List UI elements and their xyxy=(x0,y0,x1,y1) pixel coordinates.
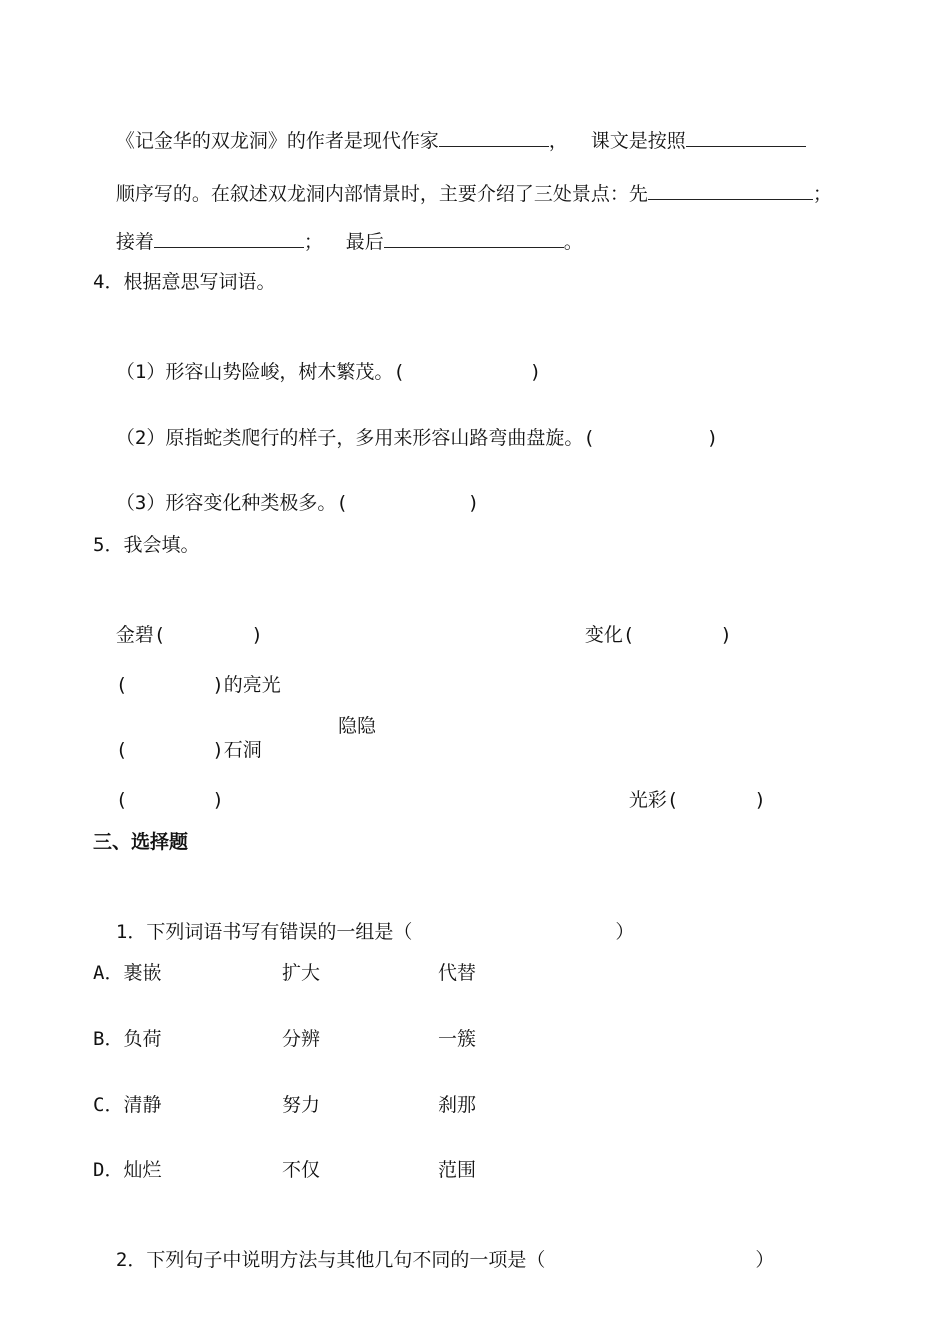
paren-close: ） xyxy=(615,921,635,943)
fill-line-3 xyxy=(93,205,583,254)
blank-author[interactable] xyxy=(439,128,549,147)
option-d-word-3: 范围 xyxy=(438,1159,477,1181)
fill-text: 。 xyxy=(563,231,583,253)
q5-text: )的亮光 xyxy=(212,674,281,696)
q5-text: 变化( xyxy=(584,624,635,646)
q5-item-bianhua xyxy=(562,599,732,647)
option-a[interactable]: A．裹嵌 xyxy=(93,962,162,984)
fill-text: ； xyxy=(812,183,832,205)
q5-item-yinyin: 隐隐 xyxy=(338,715,377,737)
fill-line-2 xyxy=(93,157,832,206)
q4-item-3 xyxy=(93,467,479,515)
q5-item-liangguang xyxy=(93,649,281,697)
section-3-title: 三、选择题 xyxy=(93,831,189,853)
option-b[interactable]: B．负荷 xyxy=(93,1028,162,1050)
q4-item-text: （1）形容山势险峻，树木繁茂。( xyxy=(115,361,405,383)
fill-text: 《记金华的双龙洞》的作者是现代作家 xyxy=(115,130,439,152)
fill-text: ； 最后 xyxy=(303,231,384,253)
q5-text: 光彩( xyxy=(628,789,679,811)
q5-item-jinbi xyxy=(93,599,263,647)
q4-item-text: （3）形容变化种类极多。( xyxy=(115,492,348,514)
option-c-word-2: 努力 xyxy=(282,1094,321,1116)
fill-line-1 xyxy=(93,104,806,153)
option-c[interactable]: C．清静 xyxy=(93,1094,162,1116)
blank-order[interactable] xyxy=(686,128,806,147)
blank-spot-1[interactable] xyxy=(648,181,813,200)
question-text: 1．下列词语书写有错误的一组是（ xyxy=(115,921,413,943)
paren-close: ) xyxy=(212,789,224,811)
blank-spot-3[interactable] xyxy=(384,229,564,248)
option-c-word-3: 刹那 xyxy=(438,1094,477,1116)
paren-open: ( xyxy=(115,674,128,696)
q5-title: 5．我会填。 xyxy=(93,534,200,556)
paren-close: ) xyxy=(467,492,480,514)
paren-close: ) xyxy=(754,789,766,811)
q5-item-blank xyxy=(93,764,224,812)
q5-text: )石洞 xyxy=(212,739,262,761)
option-d[interactable]: D．灿烂 xyxy=(93,1159,162,1181)
fill-text: 顺序写的。在叙述双龙洞内部情景时，主要介绍了三处景点：先 xyxy=(115,183,648,205)
paren-close: ) xyxy=(529,361,542,383)
question-text: 2．下列句子中说明方法与其他几句不同的一项是（ xyxy=(115,1249,546,1271)
option-a-word-2: 扩大 xyxy=(282,962,321,984)
paren-open: ( xyxy=(115,739,128,761)
q5-item-guangcai xyxy=(606,764,766,812)
option-d-word-2: 不仅 xyxy=(282,1159,321,1181)
q5-text: 金碧( xyxy=(115,624,166,646)
blank-spot-2[interactable] xyxy=(154,229,304,248)
q4-item-2 xyxy=(93,402,718,450)
s3-q1-stem xyxy=(93,896,634,944)
paren-close: ) xyxy=(251,624,263,646)
fill-text: 接着 xyxy=(115,231,154,253)
fill-text: ， 课文是按照 xyxy=(548,130,686,152)
paren-close: ) xyxy=(706,427,719,449)
option-b-word-3: 一簇 xyxy=(438,1028,477,1050)
q4-item-text: （2）原指蛇类爬行的样子，多用来形容山路弯曲盘旋。( xyxy=(115,427,595,449)
q4-title: 4．根据意思写词语。 xyxy=(93,271,276,293)
q4-item-1 xyxy=(93,336,541,384)
paren-close: ） xyxy=(755,1249,775,1271)
option-a-word-3: 代替 xyxy=(438,962,477,984)
paren-close: ) xyxy=(720,624,732,646)
s3-q2-stem xyxy=(93,1224,774,1272)
option-b-word-2: 分辨 xyxy=(282,1028,321,1050)
q5-item-shidong xyxy=(93,714,262,762)
paren-open: ( xyxy=(115,789,128,811)
